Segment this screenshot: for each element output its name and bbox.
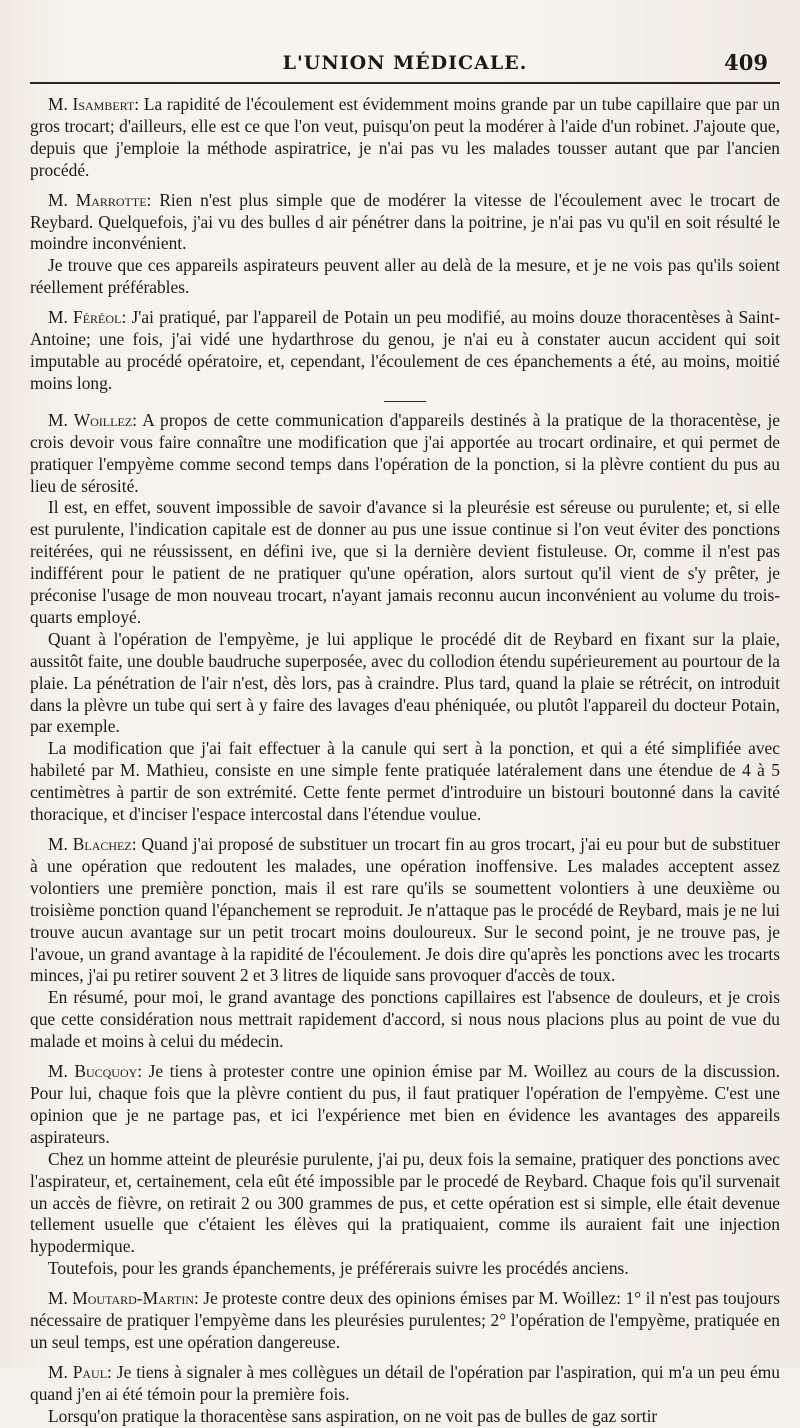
speaker-name: M. Blachez: [48, 834, 137, 854]
paragraph-blachez [30, 834, 780, 987]
speaker-name: M. Féréol: [48, 307, 127, 328]
speaker-name: M. Woillez: [48, 409, 137, 430]
page-header [30, 0, 780, 84]
paragraph-bucquoy-3 [30, 1258, 780, 1280]
paragraph-woillez-2 [30, 497, 780, 628]
page-number: 409 [724, 50, 768, 75]
paragraph-blachez-2 [30, 987, 780, 1053]
paragraph-text: Rien n'est plus simple que de modérer la vitesse de l'écoulement avec le trocart de Reybard. Quelquefois, j'ai vu des bulles d air pénétrer dans la poitrine, je n'ai pas vu qu'il en soit résulté le moindre inconvénient. [30, 189, 780, 254]
paragraph-marrotte [30, 190, 780, 256]
paragraph-text: Quant à l'opération de l'empyème, je lui applique le procédé dit de Reybard en fixant sur la plaie, aussitôt faite, une double baudruche superposée, avec du collodion étendu supérieurement au pourtour de la plaie. La pénétration de l'air n'est, dès lors, pas à craindre. Plus tard, quand la plaie se rétrécit, on introduit dans la plèvre un tube qui sert à y faire des lavages d'eau phéniquée, ou plutôt l'appareil du docteur Potain, par exemple. [30, 628, 780, 737]
paragraph-text: En résumé, pour moi, le grand avantage des ponctions capillaires est l'absence de douleurs, et je crois que cette considération nous mettrait rapidement d'accord, si nous nous placions plus au point de vue du malade et moins à celui du médecin. [30, 987, 780, 1052]
paragraph-text: Je trouve que ces appareils aspirateurs peuvent aller au delà de la mesure, et je ne vois pas qu'ils soient réellement préférables. [30, 255, 780, 298]
speaker-name: M. Isambert: [48, 94, 140, 114]
speaker-name: M. Marrotte: [48, 189, 152, 210]
paragraph-isambert [30, 94, 780, 182]
paragraph-text: Lorsqu'on pratique la thoracentèse sans aspiration, on ne voit pas de bulles de gaz sortir [48, 1405, 658, 1426]
paragraph-woillez-4 [30, 738, 780, 826]
paragraph-text: J'ai pratiqué, par l'appareil de Potain un peu modifié, au moins douze thoracentèses à Saint-Antoine; une fois, j'ai vidé une hydarthrose du genou, je n'ai eu à constater aucun accident qui soit imputable au procédé opératoire, et, cependant, l'écoulement de ces épanchements a été, au moins, moitié moins long. [30, 307, 780, 393]
paragraph-paul-2 [30, 1406, 780, 1428]
paragraph-text: Quand j'ai proposé de substituer un trocart fin au gros trocart, j'ai eu pour but de substituer à une opération que redoutent les malades, une opération inoffensive. Les malades acceptent assez volontiers une première ponction, mais il est rare qu'ils se soumettent volontiers à une deuxième ou troisième ponction quand l'épanchement se reproduit. Je n'attaque pas le procédé de Reybard, mais je ne lui trouve aucun avantage sur un petit trocart moins douloureux. Sur le second point, je ne trouve pas, je l'avoue, un grand avantage à la rapidité de l'écoulement. Je dois dire qu'après les ponctions avec les trocarts minces, j'ai pu retirer souvent 2 et 3 litres de liquide sans provoquer d'accès de toux. [30, 834, 780, 986]
body-text [30, 94, 780, 1428]
paragraph-text: Il est, en effet, souvent impossible de savoir d'avance si la pleurésie est séreuse ou purulente; et, si elle est purulente, l'indication capitale est de donner au pus une issue continue si l'on veut éviter des ponctions reitérées, qui ne réussissent, en défini ive, que si la dernière devient fistuleuse. Or, comme il n'est pas indifférent pour le patient de ne pratiquer qu'une opération, alors surtout qu'il vient de s'y prêter, je préconise l'usage de mon nouveau trocart, n'ayant jamais reconnu aucun inconvénient au volume du trois-quarts employé. [30, 497, 780, 627]
paragraph-moutard-martin [30, 1288, 780, 1354]
paragraph-bucquoy-2 [30, 1149, 780, 1259]
paragraph-marrotte-cont [30, 255, 780, 299]
paragraph-text: Chez un homme atteint de pleurésie purulente, j'ai pu, deux fois la semaine, pratiquer des ponctions avec l'aspirateur, et, certainement, cela eût été impossible par le procedé de Reybard. Chaque fois qu'il survenait un accès de fièvre, on retirait 2 ou 300 grammes de pus, et cette opération est si simple, elle était devenue tellement usuelle que c'étaient les élèves qui la pratiquaient, comme ils auraient fait une injection hypodermique. [30, 1148, 780, 1257]
paragraph-text: Toutefois, pour les grands épanchements, je préférerais suivre les procédés anciens. [48, 1258, 629, 1279]
paragraph-woillez-3 [30, 629, 780, 739]
speaker-name: M. Paul: [48, 1361, 112, 1382]
paragraph-text: A propos de cette communication d'appareils destinés à la pratique de la thoracentèse, je crois devoir vous faire connaître une modification que j'ai apportée au trocart ordinaire, et qui permet de pratiquer l'empyème comme second temps dans l'opération de la ponction, si la plèvre contient du pus au lieu de sérosité. [30, 409, 781, 496]
paragraph-text: La modification que j'ai fait effectuer à la canule qui sert à la ponction, et qui a été simplifiée avec habileté par M. Mathieu, consiste en une simple fente pratiquée latéralement dans une étendue de 4 à 5 centimètres à partir de son extrémité. Cette fente permet d'introduire un bistouri boutonné dans la cavité thoracique, et d'inciser l'espace intercostal dans l'étendue voulue. [30, 738, 780, 825]
speaker-name: M. Bucquoy: [48, 1061, 143, 1082]
paragraph-woillez [30, 410, 780, 498]
paragraph-text: Je tiens à signaler à mes collègues un détail de l'opération par l'aspiration, qui m'a un peu ému quand j'en ai été témoin pour la première fois. [30, 1361, 780, 1404]
paragraph-text: La rapidité de l'écoulement est évidemment moins grande par un tube capillaire que par un gros trocart; d'ailleurs, elle est ce que l'on veut, puisqu'on peut la modérer à l'aide d'un robinet. J'ajoute que, depuis que j'emploie la méthode aspiratrice, je n'ai pas vu les malades tousser autant que par l'ancien procédé. [30, 94, 780, 180]
paragraph-text: Je tiens à protester contre une opinion émise par M. Woillez au cours de la discussion. Pour lui, chaque fois que la plèvre contient du pus, il faut pratiquer l'opération de l'empyème. C'est une opinion que je ne partage pas, et ici l'expérience met bien en évidence les avantages des appareils aspirateurs. [30, 1061, 780, 1147]
section-separator [384, 401, 426, 402]
header-rule [30, 82, 780, 84]
paragraph-fereol [30, 307, 780, 395]
running-head: L'UNION MÉDICALE. [282, 52, 528, 74]
paragraph-bucquoy [30, 1061, 780, 1149]
speaker-name: M. Moutard-Martin: [48, 1288, 199, 1309]
paragraph-text: Je proteste contre deux des opinions émises par M. Woillez: 1° il n'est pas toujours nécessaire de pratiquer l'empyème dans les pleurésies purulentes; 2° l'opération de l'empyème, pratiquée en un seul temps, est une opération dangereuse. [30, 1288, 781, 1352]
paragraph-paul [30, 1362, 780, 1406]
